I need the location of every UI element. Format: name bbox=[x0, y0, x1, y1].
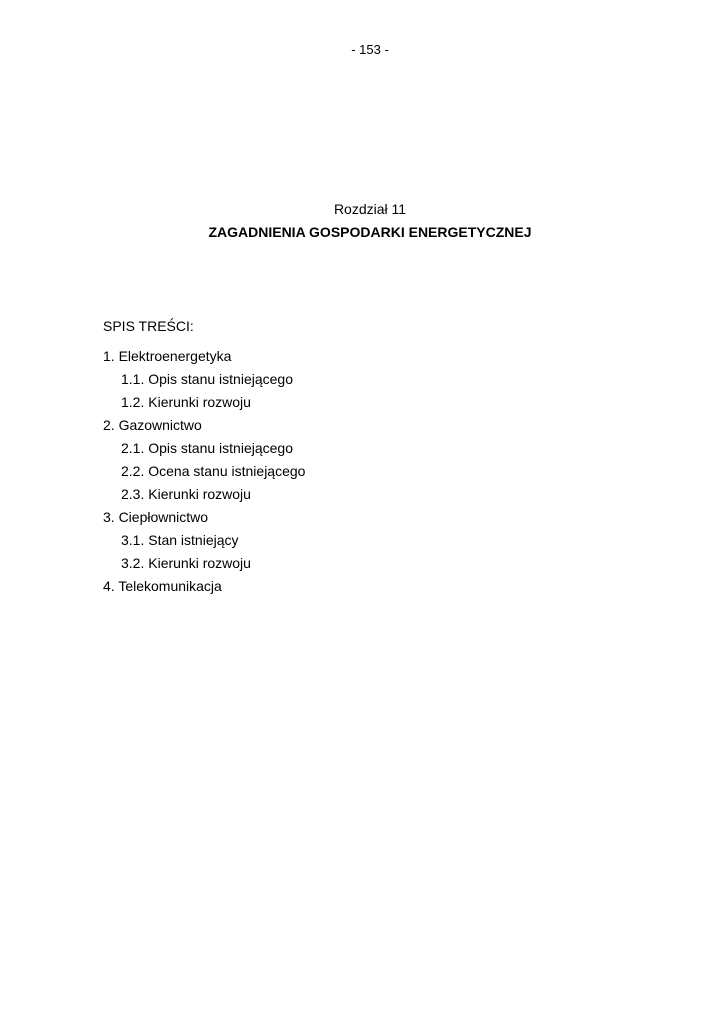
toc-item-gazownictwo: 2. Gazownictwo bbox=[103, 417, 202, 433]
toc-item-kierunki-rozwoju-2: 2.3. Kierunki rozwoju bbox=[121, 486, 251, 502]
toc-item-stan-istniejacy-3: 3.1. Stan istniejący bbox=[121, 532, 239, 548]
chapter-label: Rozdział 11 bbox=[333, 201, 407, 217]
toc-item-telekomunikacja: 4. Telekomunikacja bbox=[103, 578, 222, 594]
toc-item-ocena-stanu-2: 2.2. Ocena stanu istniejącego bbox=[121, 463, 306, 479]
toc-item-kierunki-rozwoju-3: 3.2. Kierunki rozwoju bbox=[121, 555, 251, 571]
toc-item-opis-stanu-1: 1.1. Opis stanu istniejącego bbox=[121, 371, 293, 387]
chapter-title: ZAGADNIENIA GOSPODARKI ENERGETYCZNEJ bbox=[208, 224, 532, 240]
page-number: - 153 - bbox=[351, 42, 389, 57]
toc-item-cieplownictwo: 3. Ciepłownictwo bbox=[103, 509, 209, 525]
toc-item-elektroenergetyka: 1. Elektroenergetyka bbox=[103, 348, 232, 364]
table-of-contents bbox=[103, 347, 305, 600]
toc-item-kierunki-rozwoju-1: 1.2. Kierunki rozwoju bbox=[121, 394, 251, 410]
toc-item-opis-stanu-2: 2.1. Opis stanu istniejącego bbox=[121, 440, 293, 456]
toc-heading: SPIS TREŚCI: bbox=[103, 318, 194, 334]
